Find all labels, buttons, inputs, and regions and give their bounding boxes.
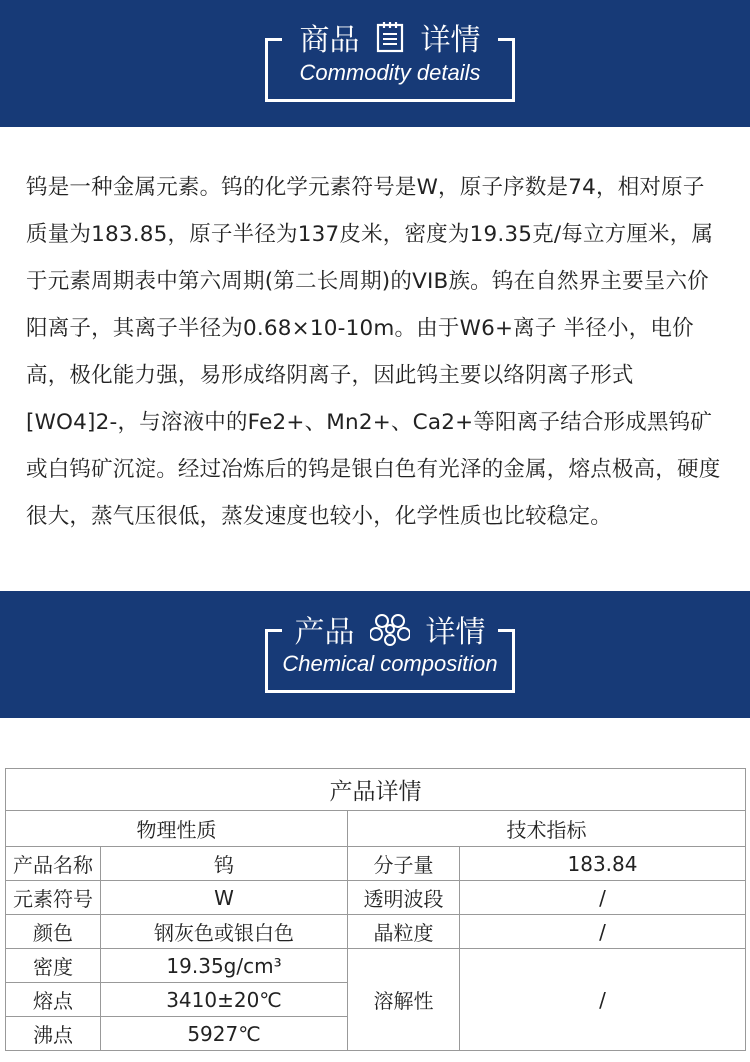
- title-right-text: 详情: [420, 23, 481, 58]
- table-title: 产品详情: [6, 769, 746, 811]
- molecule-icon: [370, 612, 410, 655]
- header-banner-commodity: [0, 0, 750, 127]
- merged-value: /: [460, 949, 746, 1051]
- section-title-cn: [265, 612, 515, 655]
- title-left-text: 商品: [299, 23, 360, 58]
- section-title-en: Chemical composition: [282, 651, 498, 676]
- product-table: [5, 768, 745, 1051]
- row-key: 元素符号: [6, 881, 101, 915]
- table-row: [6, 949, 746, 983]
- row-key: 透明波段: [348, 881, 460, 915]
- row-key: 晶粒度: [348, 915, 460, 949]
- table-row: [6, 881, 746, 915]
- row-value: /: [460, 915, 746, 949]
- row-key: 分子量: [348, 847, 460, 881]
- description-block: [0, 127, 750, 591]
- row-value: 钨: [101, 847, 348, 881]
- row-value: /: [460, 881, 746, 915]
- header-banner-composition: [0, 591, 750, 718]
- row-key: 沸点: [6, 1017, 101, 1051]
- row-value: 5927℃: [101, 1017, 348, 1051]
- description-text: 钨是一种金属元素。钨的化学元素符号是W，原子序数是74，相对原子质量为183.85，原子半径为137皮米，密度为19.35克/每立方厘米，属于元素周期表中第六周期(第二长周期)的VIB族。钨在自然界主要呈六价阳离子，其离子半径为0.68×10-10m。由于W6+离子 半径小，电价高，极化能力强，易形成络阴离子，因此钨主要以络阴离子形式[WO4]2-，与溶液中的Fe2+、Mn2+、Ca2+等阳离子结合形成黑钨矿或白钨矿沉淀。经过冶炼后的钨是银白色有光泽的金属，熔点极高，硬度很大，蒸气压很低，蒸发速度也较小，化学性质也比较稳定。: [26, 175, 721, 529]
- header-technical: 技术指标: [348, 811, 746, 847]
- title-frame: [265, 23, 515, 102]
- notepad-icon: [375, 21, 405, 62]
- title-frame: [265, 615, 515, 693]
- row-key: 密度: [6, 949, 101, 983]
- row-value: 钢灰色或银白色: [101, 915, 348, 949]
- header-physical: 物理性质: [6, 811, 348, 847]
- row-key: 熔点: [6, 983, 101, 1017]
- row-value: 19.35g/cm³: [101, 949, 348, 983]
- row-value: 183.84: [460, 847, 746, 881]
- table-row: [6, 847, 746, 881]
- row-key: 产品名称: [6, 847, 101, 881]
- row-value: 3410±20℃: [101, 983, 348, 1017]
- table-row: [6, 915, 746, 949]
- row-key: 颜色: [6, 915, 101, 949]
- section-title-cn: [265, 21, 515, 62]
- merged-key: 溶解性: [348, 949, 460, 1051]
- title-right-text: 详情: [425, 615, 486, 650]
- section-title-en: Commodity details: [299, 60, 481, 85]
- row-value: W: [101, 881, 348, 915]
- title-left-text: 产品: [294, 615, 355, 650]
